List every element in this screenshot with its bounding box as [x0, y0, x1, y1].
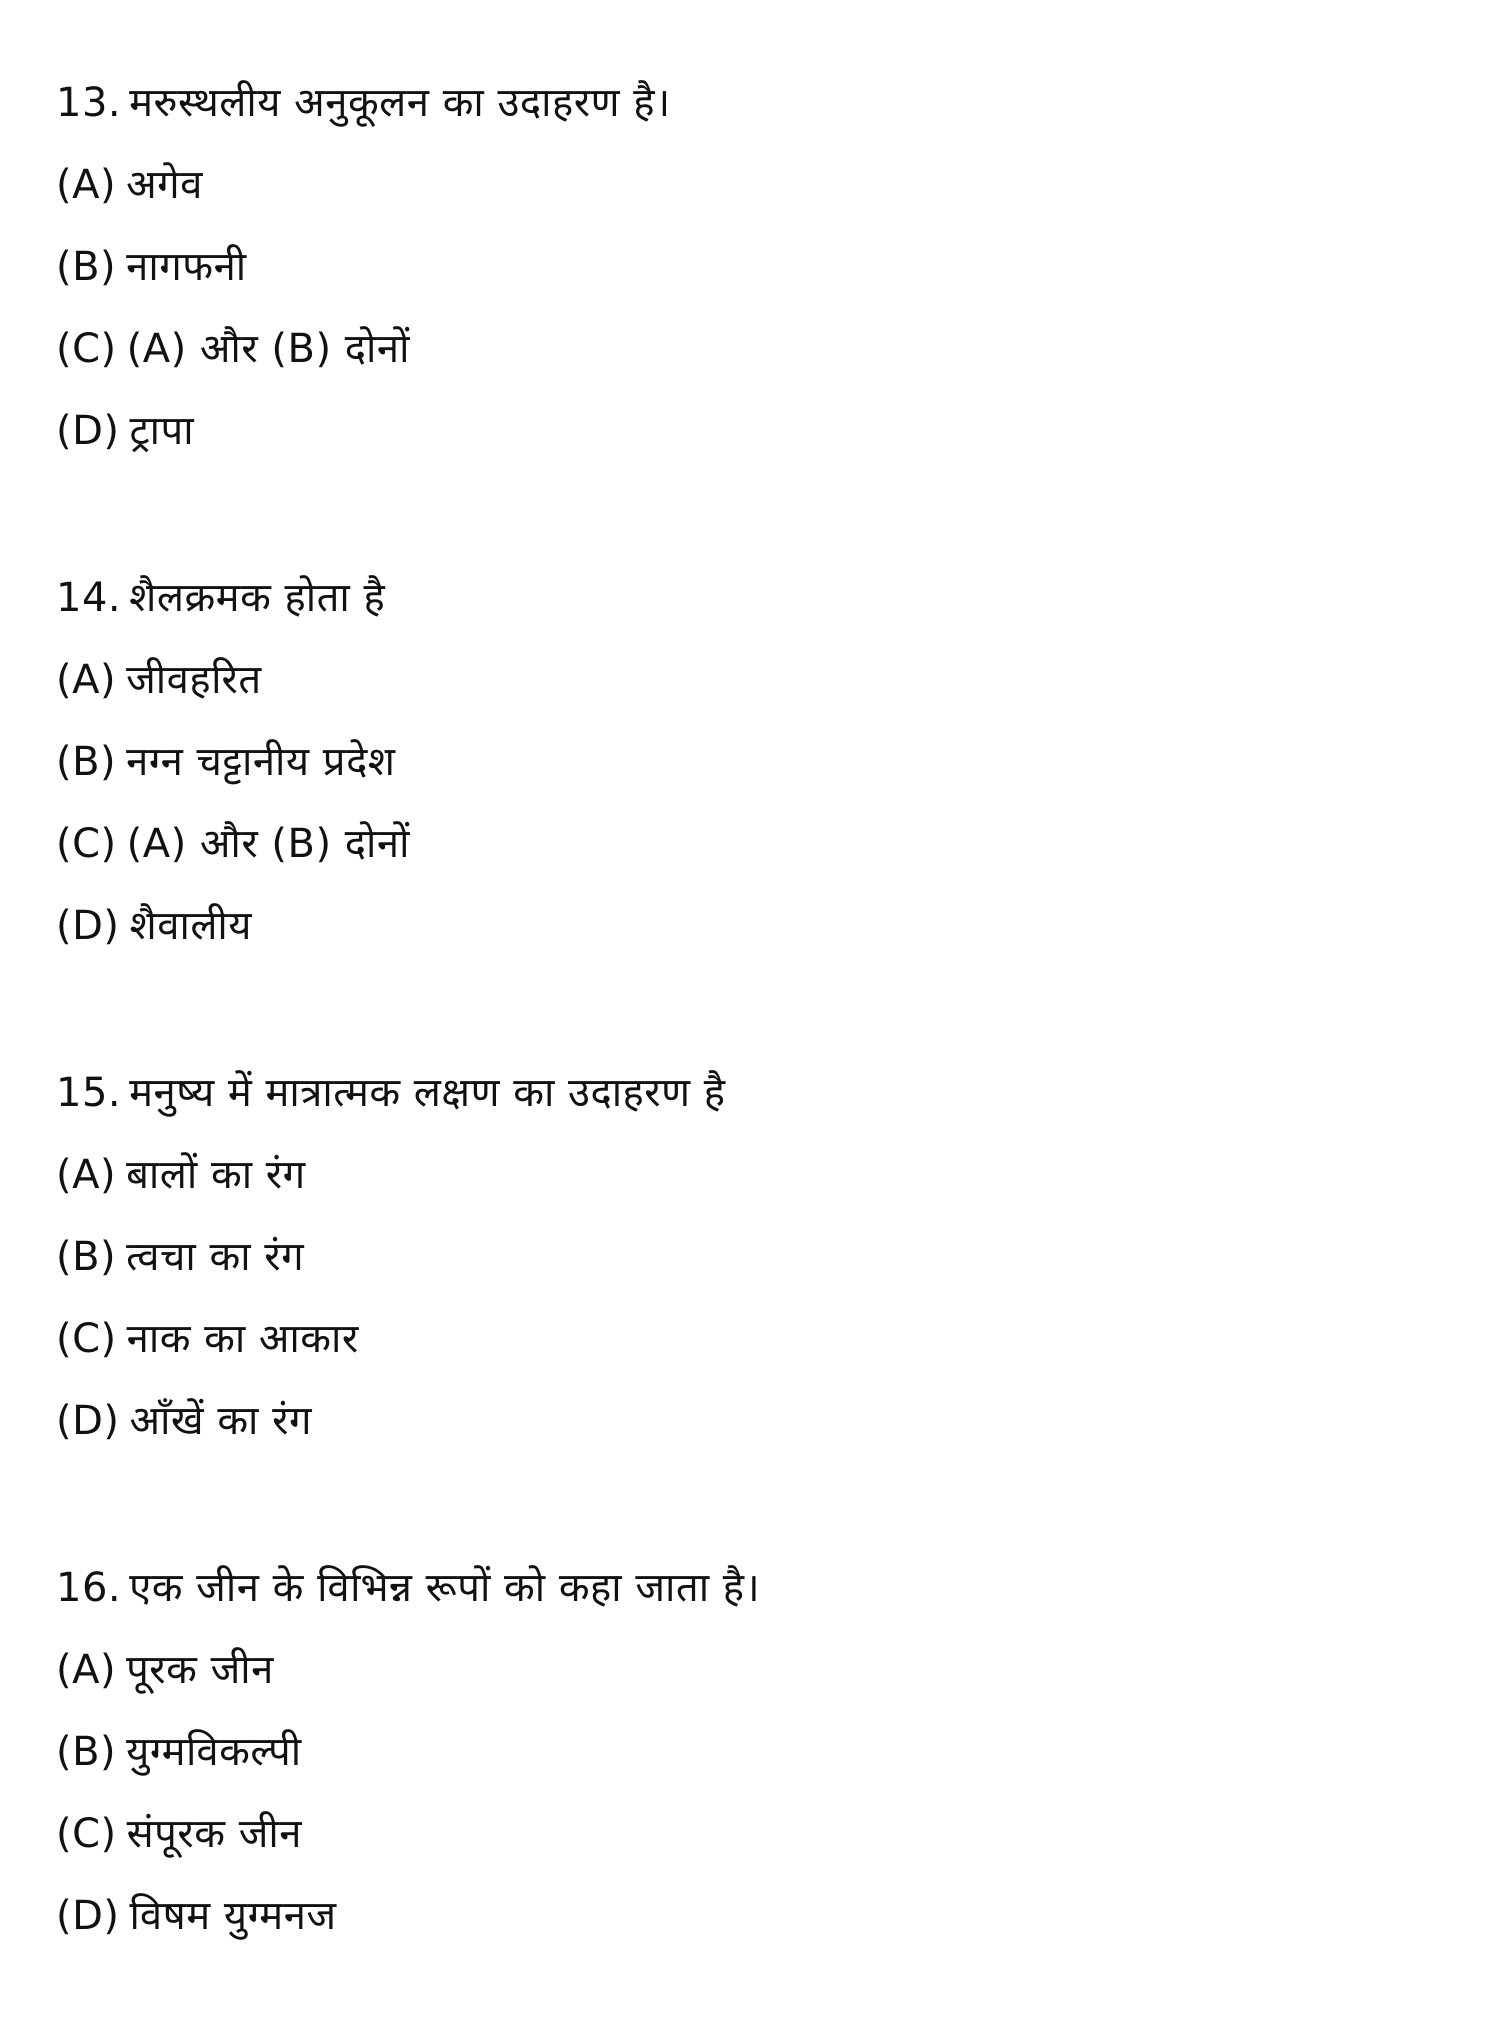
question-stem: [56, 1052, 1456, 1134]
option-text: आँखें का रंग: [129, 1398, 313, 1444]
option-label: (A): [56, 657, 117, 703]
question-15: [56, 1052, 1456, 1462]
option-label: (D): [56, 408, 120, 454]
option-text: पूरक जीन: [126, 1647, 274, 1693]
option-c: [56, 1793, 1456, 1875]
option-text: त्वचा का रंग: [126, 1234, 305, 1280]
option-c: [56, 803, 1456, 885]
option-label: (B): [56, 1729, 117, 1775]
option-label: (B): [56, 739, 117, 785]
option-text: नग्न चट्टानीय प्रदेश: [126, 739, 396, 785]
question-text: मरुस्थलीय अनुकूलन का उदाहरण है।: [129, 80, 671, 126]
question-text: शैलक्रमक होता है: [129, 575, 386, 621]
option-label: (A): [56, 1152, 117, 1198]
option-a: [56, 639, 1456, 721]
question-number: 15.: [56, 1070, 122, 1116]
option-text: (A) और (B) दोनों: [126, 326, 410, 372]
option-b: [56, 226, 1456, 308]
option-b: [56, 1216, 1456, 1298]
option-text: विषम युग्मनज: [129, 1893, 337, 1939]
question-number: 16.: [56, 1565, 122, 1611]
question-text: एक जीन के विभिन्न रूपों को कहा जाता है।: [129, 1565, 761, 1611]
option-text: अगेव: [126, 162, 203, 208]
question-number: 13.: [56, 80, 122, 126]
question-number: 14.: [56, 575, 122, 621]
option-text: ट्रापा: [129, 408, 195, 454]
option-label: (C): [56, 1316, 117, 1362]
question-page: [56, 62, 1456, 2042]
option-label: (B): [56, 1234, 117, 1280]
option-label: (C): [56, 821, 117, 867]
question-stem: [56, 1547, 1456, 1629]
question-14: [56, 557, 1456, 967]
option-text: संपूरक जीन: [126, 1811, 302, 1857]
option-text: बालों का रंग: [126, 1152, 306, 1198]
option-text: शैवालीय: [129, 903, 252, 949]
option-label: (B): [56, 244, 117, 290]
question-stem: [56, 62, 1456, 144]
option-label: (A): [56, 1647, 117, 1693]
option-text: नाक का आकार: [126, 1316, 359, 1362]
option-b: [56, 1711, 1456, 1793]
option-d: [56, 1875, 1456, 1957]
option-label: (C): [56, 326, 117, 372]
option-label: (D): [56, 1893, 120, 1939]
question-16: [56, 1547, 1456, 1957]
option-label: (A): [56, 162, 117, 208]
option-label: (C): [56, 1811, 117, 1857]
option-text: (A) और (B) दोनों: [126, 821, 410, 867]
option-label: (D): [56, 903, 120, 949]
option-a: [56, 1629, 1456, 1711]
question-13: [56, 62, 1456, 472]
question-stem: [56, 557, 1456, 639]
option-c: [56, 308, 1456, 390]
option-d: [56, 1380, 1456, 1462]
question-text: मनुष्य में मात्रात्मक लक्षण का उदाहरण है: [129, 1070, 726, 1116]
option-b: [56, 721, 1456, 803]
option-d: [56, 885, 1456, 967]
option-label: (D): [56, 1398, 120, 1444]
option-d: [56, 390, 1456, 472]
option-c: [56, 1298, 1456, 1380]
option-text: जीवहरित: [126, 657, 262, 703]
option-a: [56, 1134, 1456, 1216]
option-text: युग्मविकल्पी: [126, 1729, 302, 1775]
option-text: नागफनी: [126, 244, 247, 290]
option-a: [56, 144, 1456, 226]
